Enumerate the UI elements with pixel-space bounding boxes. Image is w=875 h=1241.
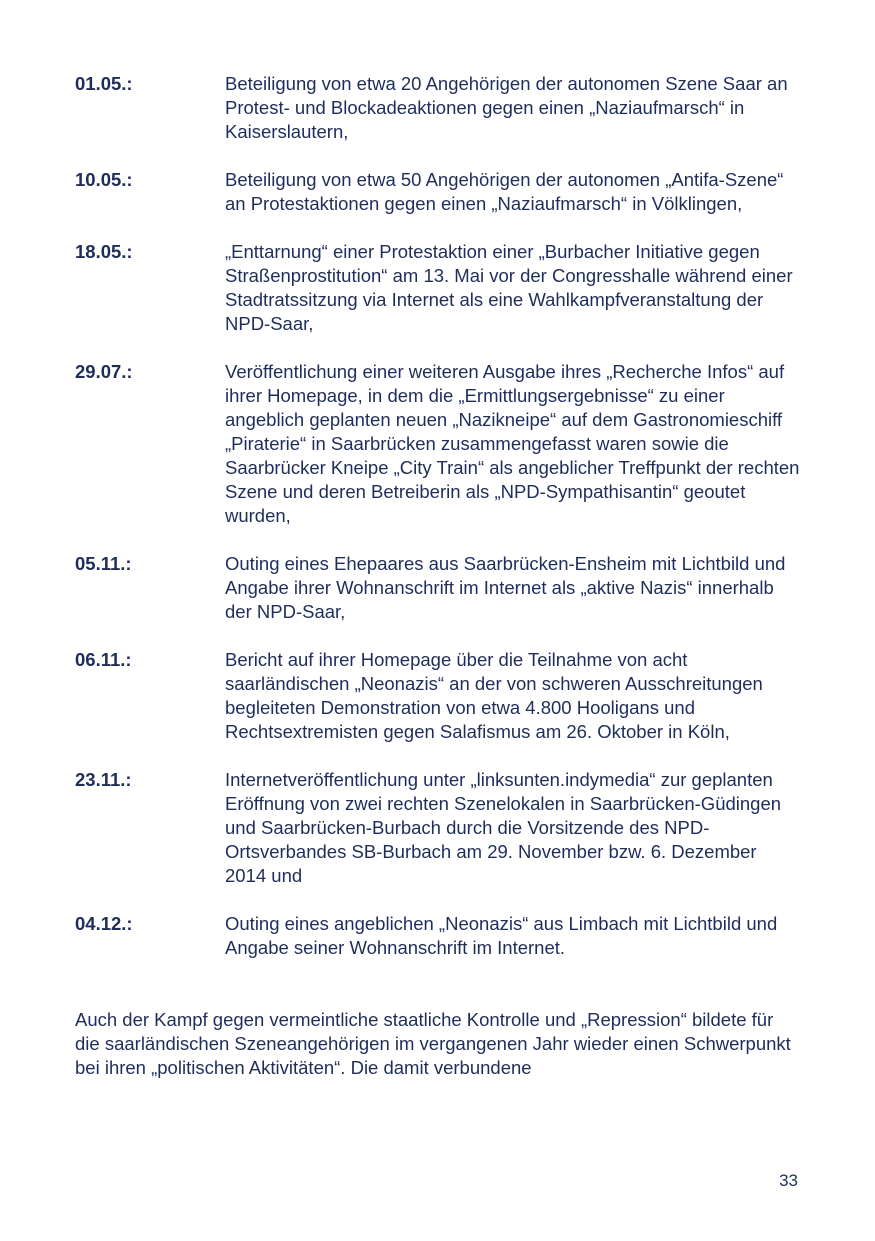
entry-text: „Enttarnung“ einer Protestaktion einer „Burbacher Initiative gegen Straßenprostitution“ am 13. Mai vor der Congresshalle während einer Stadtratssitzung via Internet als eine Wahlkampfveranstaltung der NPD-Saar, (225, 241, 793, 334)
entry-text: Internetveröffentlichung unter „linksunten.indymedia“ zur geplanten Eröffnung von zwei rechten Szenelokalen in Saarbrücken-Güdingen und Saarbrücken-Burbach durch die Vorsitzende des NPD-Ortsverbandes SB-Burbach am 29. November bzw. 6. Dezember 2014 und (225, 769, 782, 886)
entry-date: 10.05.: (75, 169, 133, 190)
chronology-entry (75, 768, 800, 888)
page-number: 33 (779, 1171, 798, 1190)
entry-date: 18.05.: (75, 241, 133, 262)
body-paragraph: Auch der Kampf gegen vermeintliche staatliche Kontrolle und „Repression“ bildete für die saarländischen Szeneangehörigen im vergangenen Jahr wieder einen Schwerpunkt bei ihren „politischen Aktivitäten“. Die damit verbundene (75, 1009, 791, 1078)
entry-date: 01.05.: (75, 73, 133, 94)
entry-date: 23.11.: (75, 769, 132, 790)
chronology-entry (75, 912, 800, 960)
entry-date: 06.11.: (75, 649, 132, 670)
entry-date: 04.12.: (75, 913, 133, 934)
entry-date: 05.11.: (75, 553, 132, 574)
chronology-entry (75, 72, 800, 144)
chronology-entry (75, 168, 800, 216)
entry-date: 29.07.: (75, 361, 133, 382)
entry-text: Beteiligung von etwa 20 Angehörigen der autonomen Szene Saar an Protest- und Blockadeaktionen gegen einen „Naziaufmarsch“ in Kaiserslautern, (225, 73, 788, 142)
entry-text: Veröffentlichung einer weiteren Ausgabe ihres „Recherche Infos“ auf ihrer Homepage, in dem die „Ermittlungsergebnisse“ zu einer angeblich geplanten neuen „Nazikneipe“ auf dem Gastronomieschiff „Piraterie“ in Saarbrücken zusammengefasst waren sowie die Saarbrücker Kneipe „City Train“ als angeblicher Treffpunkt der rechten Szene und deren Betreiberin als „NPD-Sympathisantin“ geoutet wurden, (225, 361, 800, 526)
chronology-entry (75, 552, 800, 624)
entry-text: Outing eines angeblichen „Neonazis“ aus Limbach mit Lichtbild und Angabe seiner Wohnanschrift im Internet. (225, 913, 778, 958)
chronology-list (75, 72, 800, 960)
chronology-entry (75, 360, 800, 528)
entry-text: Outing eines Ehepaares aus Saarbrücken-Ensheim mit Lichtbild und Angabe ihrer Wohnanschrift im Internet als „aktive Nazis“ innerhalb der NPD-Saar, (225, 553, 786, 622)
entry-text: Beteiligung von etwa 50 Angehörigen der autonomen „Antifa-Szene“ an Protestaktionen gegen einen „Naziaufmarsch“ in Völklingen, (225, 169, 784, 214)
chronology-entry (75, 648, 800, 744)
document-page (75, 72, 800, 1099)
chronology-entry (75, 240, 800, 336)
entry-text: Bericht auf ihrer Homepage über die Teilnahme von acht saarländischen „Neonazis“ an der von schweren Ausschreitungen begleiteten Demonstration von etwa 4.800 Hooligans und Rechtsextremisten gegen Salafismus am 26. Oktober in Köln, (225, 649, 763, 742)
